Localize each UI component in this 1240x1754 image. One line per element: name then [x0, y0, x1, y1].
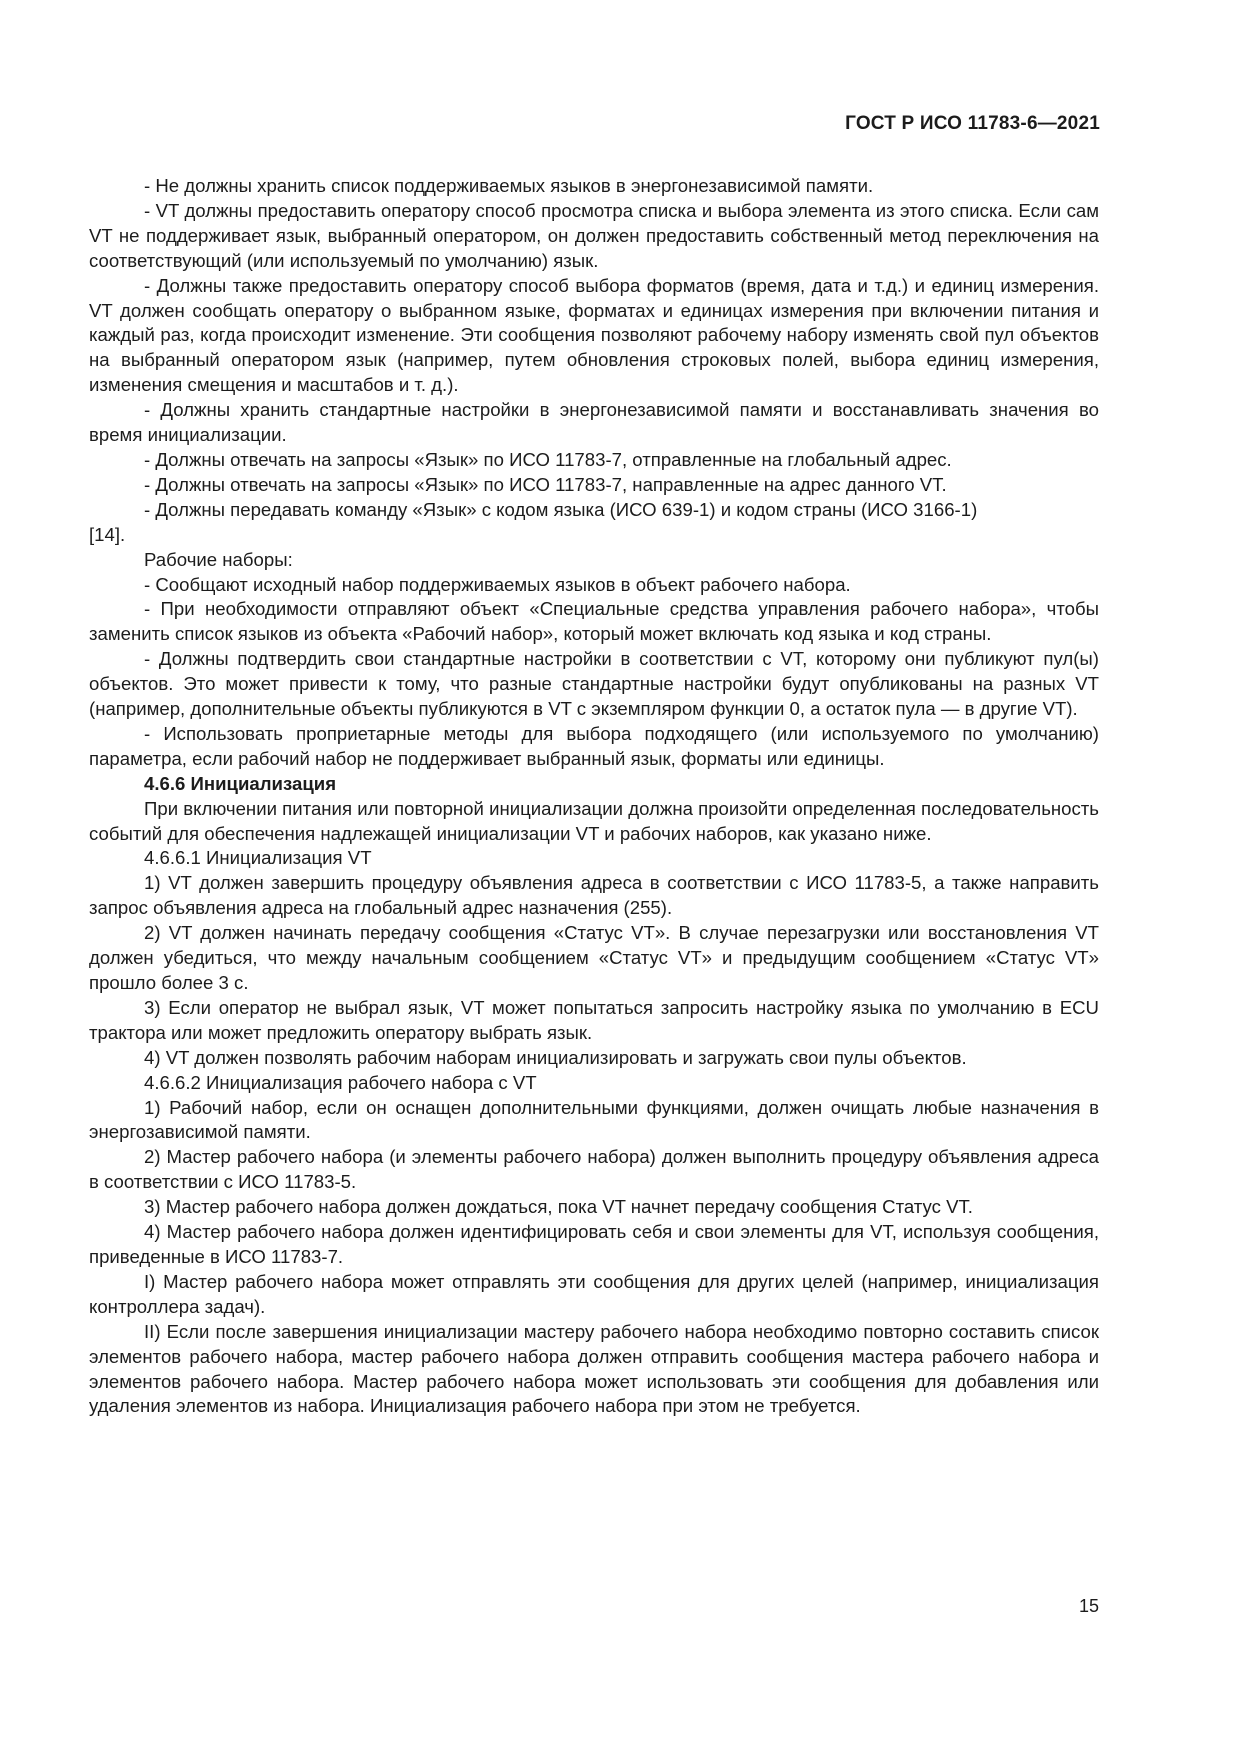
paragraph: - При необходимости отправляют объект «Специальные средства управления рабочего набора», чтобы заменить список языков из объекта «Рабочий набор», который может включать код языка и код страны. — [89, 598, 1099, 645]
document-header: ГОСТ Р ИСО 11783-6—2021 — [845, 113, 1100, 134]
paragraph: - Должны отвечать на запросы «Язык» по ИСО 11783-7, отправленные на глобальный адрес. — [144, 448, 952, 470]
document-body — [89, 174, 1099, 1419]
paragraph: 1) VT должен завершить процедуру объявления адреса в соответствии с ИСО 11783-5, а также направить запрос объявления адреса на глобальный адрес назначения (255). — [89, 872, 1099, 919]
paragraph: 4) Мастер рабочего набора должен идентифицировать себя и свои элементы для VT, используя сообщения, приведенные в ИСО 11783-7. — [89, 1221, 1099, 1267]
section-heading: 4.6.6 Инициализация — [144, 772, 337, 794]
paragraph: - Не должны хранить список поддерживаемых языков в энергонезависимой памяти. — [144, 175, 874, 196]
paragraph: II) Если после завершения инициализации мастеру рабочего набора необходимо повторно составить список элементов рабочего набора, мастер рабочего набора должен отправить сообщения мастера рабочего набора и элементов рабочего набора. Мастер рабочего набора может использовать эти сообщения для добавления или удаления элементов из набора. Инициализация рабочего набора при этом не требуется. — [89, 1320, 1099, 1417]
paragraph: - Должны отвечать на запросы «Язык» по ИСО 11783-7, направленные на адрес данного VT. — [144, 473, 947, 495]
paragraph: I) Мастер рабочего набора может отправлять эти сообщения для других целей (например, инициализация контроллера задач). — [89, 1270, 1099, 1317]
paragraph: - Использовать проприетарные методы для выбора подходящего (или используемого по умолчанию) параметра, если рабочий набор не поддерживает выбранный язык, форматы или единицы. — [89, 722, 1099, 769]
paragraph-continuation: [14]. — [89, 523, 126, 545]
paragraph: 2) Мастер рабочего набора (и элементы рабочего набора) должен выполнить процедуру объявления адреса в соответствии с ИСО 11783-5. — [89, 1146, 1099, 1193]
paragraph: - Должны хранить стандартные настройки в энергонезависимой памяти и восстанавливать значения во время инициализации. — [89, 399, 1099, 446]
paragraph: 3) Мастер рабочего набора должен дождаться, пока VT начнет передачу сообщения Статус VT. — [144, 1196, 973, 1218]
paragraph: 1) Рабочий набор, если он оснащен дополнительными функциями, должен очищать любые назначения в энергозависимой памяти. — [89, 1096, 1099, 1143]
paragraph: - Должны подтвердить свои стандартные настройки в соответствии с VT, которому они публикуют пул(ы) объектов. Это может привести к тому, что разные стандартные настройки будут опубликованы на разных VT (например, дополнительные объекты публикуются в VT с экземпляром функции 0, а остаток пула — в другие VT). — [89, 648, 1099, 720]
paragraph: Рабочие наборы: — [144, 548, 293, 570]
paragraph: 3) Если оператор не выбрал язык, VT может попытаться запросить настройку языка по умолчанию в ECU трактора или может предложить оператору выбрать язык. — [89, 996, 1099, 1043]
paragraph: При включении питания или повторной инициализации должна произойти определенная последовательность событий для обеспечения надлежащей инициализации VT и рабочих наборов, как указано ниже. — [89, 797, 1099, 844]
paragraph: - VT должны предоставить оператору способ просмотра списка и выбора элемента из этого списка. Если сам VT не поддерживает язык, выбранный оператором, он должен предоставить собственный метод переключения на соответствующий (или используемый по умолчанию) язык. — [89, 199, 1099, 271]
paragraph: 2) VT должен начинать передачу сообщения «Статус VT». В случае перезагрузки или восстановления VT должен убедиться, что между начальным сообщением «Статус VT» и предыдущим сообщением «Статус VT» прошло более 3 с. — [89, 922, 1099, 993]
subsection-heading: 4.6.6.1 Инициализация VT — [144, 847, 372, 869]
paragraph: - Сообщают исходный набор поддерживаемых языков в объект рабочего набора. — [144, 573, 851, 595]
paragraph: 4) VT должен позволять рабочим наборам инициализировать и загружать свои пулы объектов. — [144, 1046, 967, 1068]
paragraph: - Должны передавать команду «Язык» с кодом языка (ИСО 639-1) и кодом страны (ИСО 3166-1) — [144, 498, 978, 520]
subsection-heading: 4.6.6.2 Инициализация рабочего набора с VT — [144, 1071, 537, 1093]
page-number: 15 — [1078, 1596, 1099, 1616]
paragraph: - Должны также предоставить оператору способ выбора форматов (время, дата и т.д.) и единиц измерения. VT должен сообщать оператору о выбранном языке, форматах и единицах измерения при включении питания и каждый раз, когда происходит изменение. Эти сообщения позволяют рабочему набору изменять свой пул объектов на выбранный оператором язык (например, путем обновления строковых полей, выбора единиц измерения, изменения смещения и масштабов и т. д.). — [89, 274, 1099, 396]
